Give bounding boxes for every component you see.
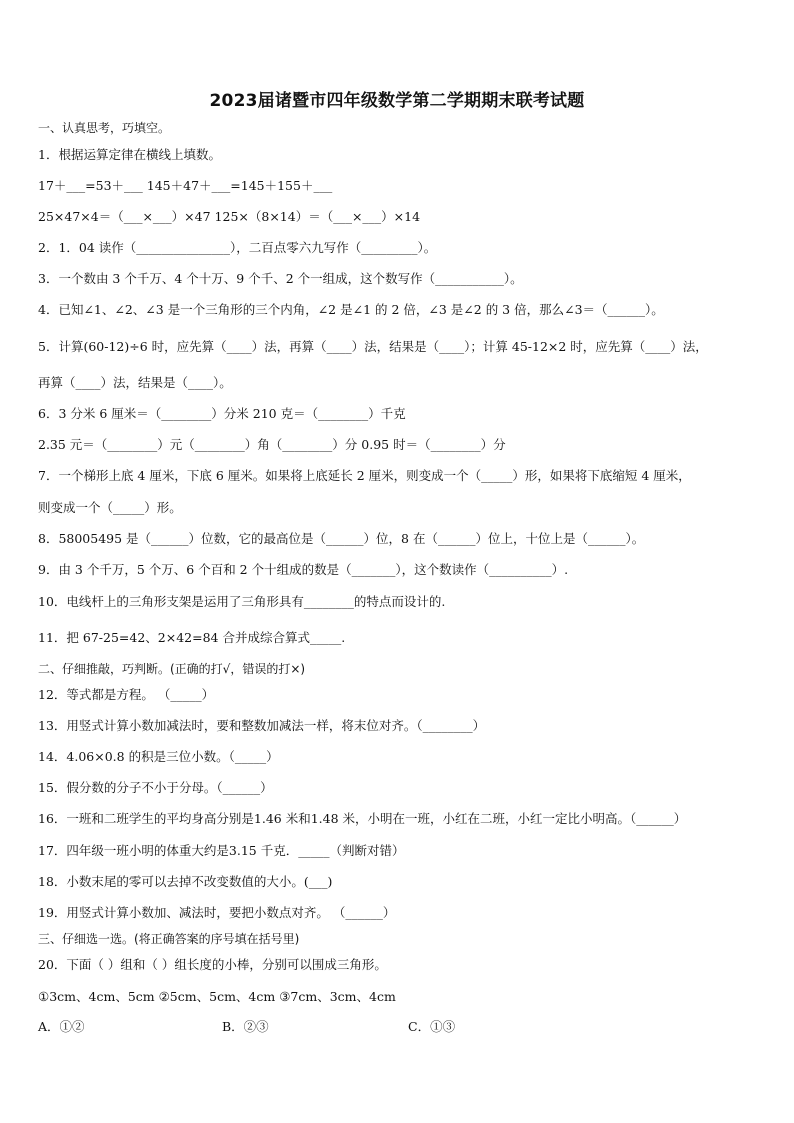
question-line: 14．4.06×0.8 的积是三位小数。（_____） bbox=[38, 749, 279, 764]
question-line: 4．已知∠1、∠2、∠3 是一个三角形的三个内角，∠2 是∠1 的 2 倍，∠3 是∠2 的 3 倍，那么∠3＝（______）。 bbox=[38, 302, 664, 317]
question-line: 16．一班和二班学生的平均身高分别是1.46 米和1.48 米，小明在一班，小红在二班，小红一定比小明高。（______） bbox=[38, 811, 687, 826]
question-line: ①3cm、4cm、5cm ②5cm、5cm、4cm ③7cm、3cm、4cm bbox=[38, 989, 396, 1004]
page-title: 2023届诸暨市四年级数学第二学期期末联考试题 bbox=[209, 91, 585, 111]
question-line: 13．用竖式计算小数加减法时，要和整数加减法一样，将末位对齐。（________） bbox=[38, 718, 486, 733]
question-line: 19．用竖式计算小数加、减法时，要把小数点对齐。 （______） bbox=[38, 905, 396, 920]
question-line: 6．3 分米 6 厘米＝（________）分米 210 克＝（________）千克 bbox=[38, 406, 406, 421]
question-line: 再算（____）法，结果是（____）。 bbox=[38, 375, 232, 390]
section-heading: 二、仔细推敲，巧判断。(正确的打√，错误的打×) bbox=[38, 662, 306, 676]
option-c: C．①③ bbox=[408, 1019, 456, 1034]
question-line: 8．58005495 是（______）位数，它的最高位是（______）位，8 在（______）位上，十位上是（______）。 bbox=[38, 531, 645, 546]
question-line: 15．假分数的分子不小于分母。（______） bbox=[38, 780, 273, 795]
question-line: 12．等式都是方程。 （_____） bbox=[38, 687, 215, 702]
question-line: 17＋___=53＋___ 145＋47＋___=145＋155＋___ bbox=[38, 178, 333, 193]
question-line: 7．一个梯形上底 4 厘米，下底 6 厘米。如果将上底延长 2 厘米，则变成一个（_____）形，如果将下底缩短 4 厘米， bbox=[38, 468, 691, 483]
question-line: 2．1．04 读作（_______________），二百点零六九写作（_________）。 bbox=[38, 240, 437, 255]
question-line: 5．计算(60-12)÷6 时，应先算（____）法，再算（____）法，结果是（____）；计算 45-12×2 时，应先算（____）法， bbox=[38, 339, 708, 354]
question-line: 20．下面（ ）组和（ ）组长度的小棒，分别可以围成三角形。 bbox=[38, 957, 387, 972]
question-line: 1．根据运算定律在横线上填数。 bbox=[38, 147, 221, 162]
question-line: 10．电线杆上的三角形支架是运用了三角形具有________的特点而设计的. bbox=[38, 594, 446, 609]
question-line: 9．由 3 个千万，5 个万、6 个百和 2 个十组成的数是（_______），这个数读作（__________）. bbox=[38, 562, 569, 577]
section-heading: 一、认真思考，巧填空。 bbox=[38, 121, 171, 135]
question-line: 17．四年级一班小明的体重大约是3.15 千克．_____（判断对错） bbox=[38, 843, 405, 858]
question-line: 则变成一个（_____）形。 bbox=[38, 500, 182, 515]
section-heading: 三、仔细选一选。(将正确答案的序号填在括号里) bbox=[38, 932, 300, 946]
question-line: 25×47×4＝（___×___）×47 125×（8×14）＝（___×___）×14 bbox=[38, 209, 421, 224]
question-line: 18．小数末尾的零可以去掉不改变数值的大小。(___) bbox=[38, 874, 333, 889]
question-line: 3．一个数由 3 个千万、4 个十万、9 个千、2 个一组成，这个数写作（___________）。 bbox=[38, 271, 523, 286]
question-line: 11．把 67-25=42、2×42=84 合并成综合算式_____. bbox=[38, 630, 346, 645]
question-line: 2.35 元＝（________）元（________）角（________）分 0.95 时＝（________）分 bbox=[38, 437, 506, 452]
option-a: A．①② bbox=[38, 1019, 85, 1034]
option-b: B．②③ bbox=[222, 1019, 269, 1034]
